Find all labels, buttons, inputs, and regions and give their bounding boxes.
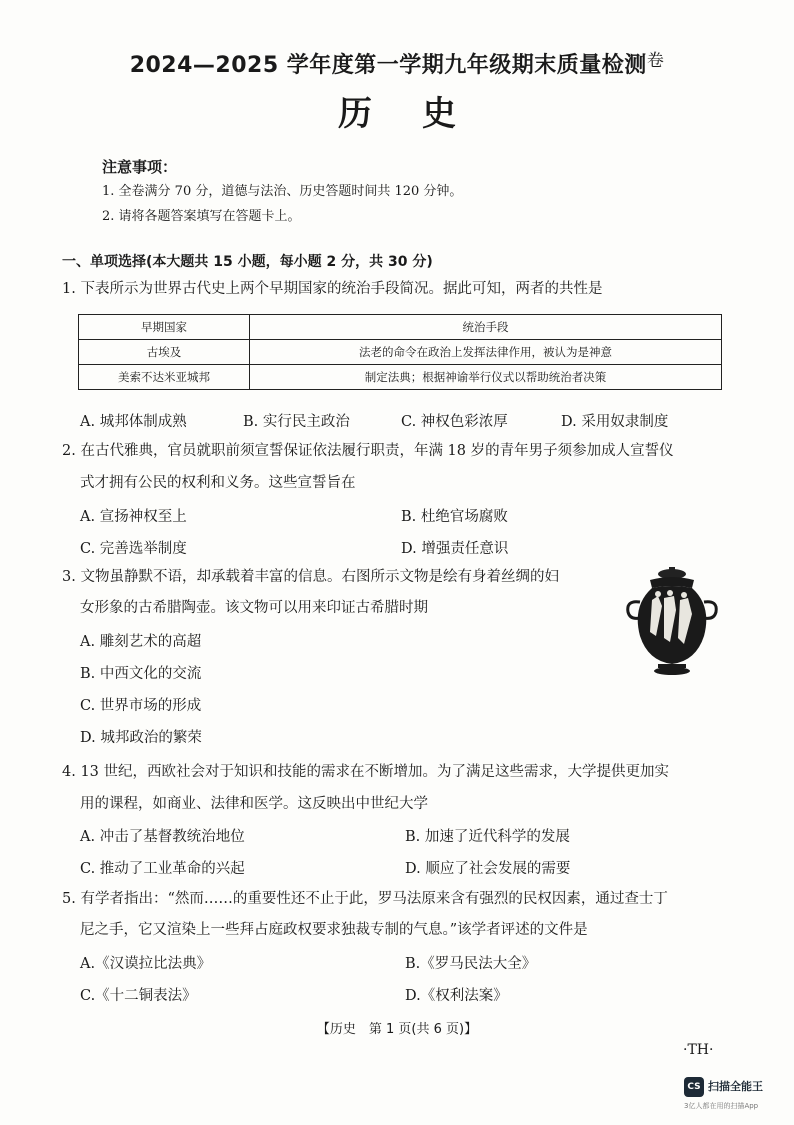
notes-heading: 注意事项： [102, 158, 178, 176]
option-a: A. 城邦体制成熟 [80, 414, 187, 430]
subject-title: 历史 [338, 94, 506, 134]
question-1-table [78, 314, 722, 390]
table-header-cell: 早期国家 [79, 315, 250, 340]
option-b: B. 加速了近代科学的发展 [405, 829, 570, 845]
option-c: C. 神权色彩浓厚 [401, 414, 508, 430]
option-c: C. 推动了工业革命的兴起 [80, 861, 245, 877]
page-footer: 【历史 第 1 页(共 6 页)】 [316, 1022, 478, 1037]
question-3-stem-cont: 女形象的古希腊陶壶。该文物可以用来印证古希腊时期 [80, 600, 428, 616]
option-d: D. 顺应了社会发展的需要 [405, 861, 571, 877]
option-c: C. 完善选举制度 [80, 541, 187, 557]
note-item: 1. 全卷满分 70 分，道德与法治、历史答题时间共 120 分钟。 [102, 184, 463, 199]
scanner-logo-icon: CS [684, 1077, 704, 1097]
option-c: C. 世界市场的形成 [80, 698, 202, 714]
question-4-stem-cont: 用的课程，如商业、法律和医学。这反映出中世纪大学 [80, 796, 428, 812]
question-2-stem: 2. 在古代雅典，官员就职前须宣誓保证依法履行职责，年满 18 岁的青年男子须参加成人宣誓仪 [62, 443, 674, 459]
option-a: A. 雕刻艺术的高超 [80, 634, 202, 650]
question-3-stem: 3. 文物虽静默不语，却承载着丰富的信息。右图所示文物是绘有身着丝绸的妇 [62, 569, 559, 585]
table-cell: 美索不达米亚城邦 [79, 365, 250, 390]
exam-title [0, 48, 794, 79]
question-1-stem: 1. 下表所示为世界古代史上两个早期国家的统治手段简况。据此可知，两者的共性是 [62, 281, 603, 297]
option-b: B.《罗马民法大全》 [405, 956, 537, 972]
option-a: A. 宣扬神权至上 [80, 509, 187, 525]
option-b: B. 实行民主政治 [243, 414, 350, 430]
note-item: 2. 请将各题答案填写在答题卡上。 [102, 209, 301, 224]
option-d: D. 城邦政治的繁荣 [80, 730, 202, 746]
question-5-stem: 5. 有学者指出：“然而……的重要性还不止于此，罗马法原来含有强烈的民权因素，通过查士丁 [62, 891, 668, 907]
exam-title-text: 2024—2025 学年度第一学期九年级期末质量检测 [129, 53, 647, 78]
table-row [79, 365, 722, 390]
table-header-cell: 统治手段 [250, 315, 722, 340]
question-4-stem: 4. 13 世纪，西欧社会对于知识和技能的需求在不断增加。为了满足这些需求，大学提供更加实 [62, 764, 669, 780]
option-d: D. 采用奴隶制度 [561, 414, 669, 430]
scanner-app-name: 扫描全能王 [708, 1080, 763, 1093]
question-5-stem-cont: 尼之手，它又渲染上一些拜占庭政权要求独裁专制的气息。”该学者评述的文件是 [80, 922, 588, 938]
option-b: B. 杜绝官场腐败 [401, 509, 508, 525]
table-cell: 法老的命令在政治上发挥法律作用，被认为是神意 [250, 340, 722, 365]
option-b: B. 中西文化的交流 [80, 666, 202, 682]
question-2-stem-cont: 式才拥有公民的权利和义务。这些宣誓旨在 [80, 475, 356, 491]
table-header-row [79, 315, 722, 340]
option-a: A.《汉谟拉比法典》 [80, 956, 212, 972]
greek-vase-image [622, 566, 722, 676]
table-cell: 古埃及 [79, 340, 250, 365]
option-a: A. 冲击了基督教统治地位 [80, 829, 245, 845]
option-c: C.《十二铜表法》 [80, 988, 197, 1004]
option-d: D.《权利法案》 [405, 988, 508, 1004]
scanner-tagline: 3亿人都在用的扫描App [684, 1102, 759, 1110]
table-row [79, 340, 722, 365]
exam-title-suffix: 卷 [646, 51, 665, 71]
section-heading: 一、单项选择(本大题共 15 小题，每小题 2 分，共 30 分) [62, 254, 433, 270]
page-mark: ·TH· [683, 1042, 714, 1058]
option-d: D. 增强责任意识 [401, 541, 509, 557]
table-cell: 制定法典；根据神谕举行仪式以帮助统治者决策 [250, 365, 722, 390]
